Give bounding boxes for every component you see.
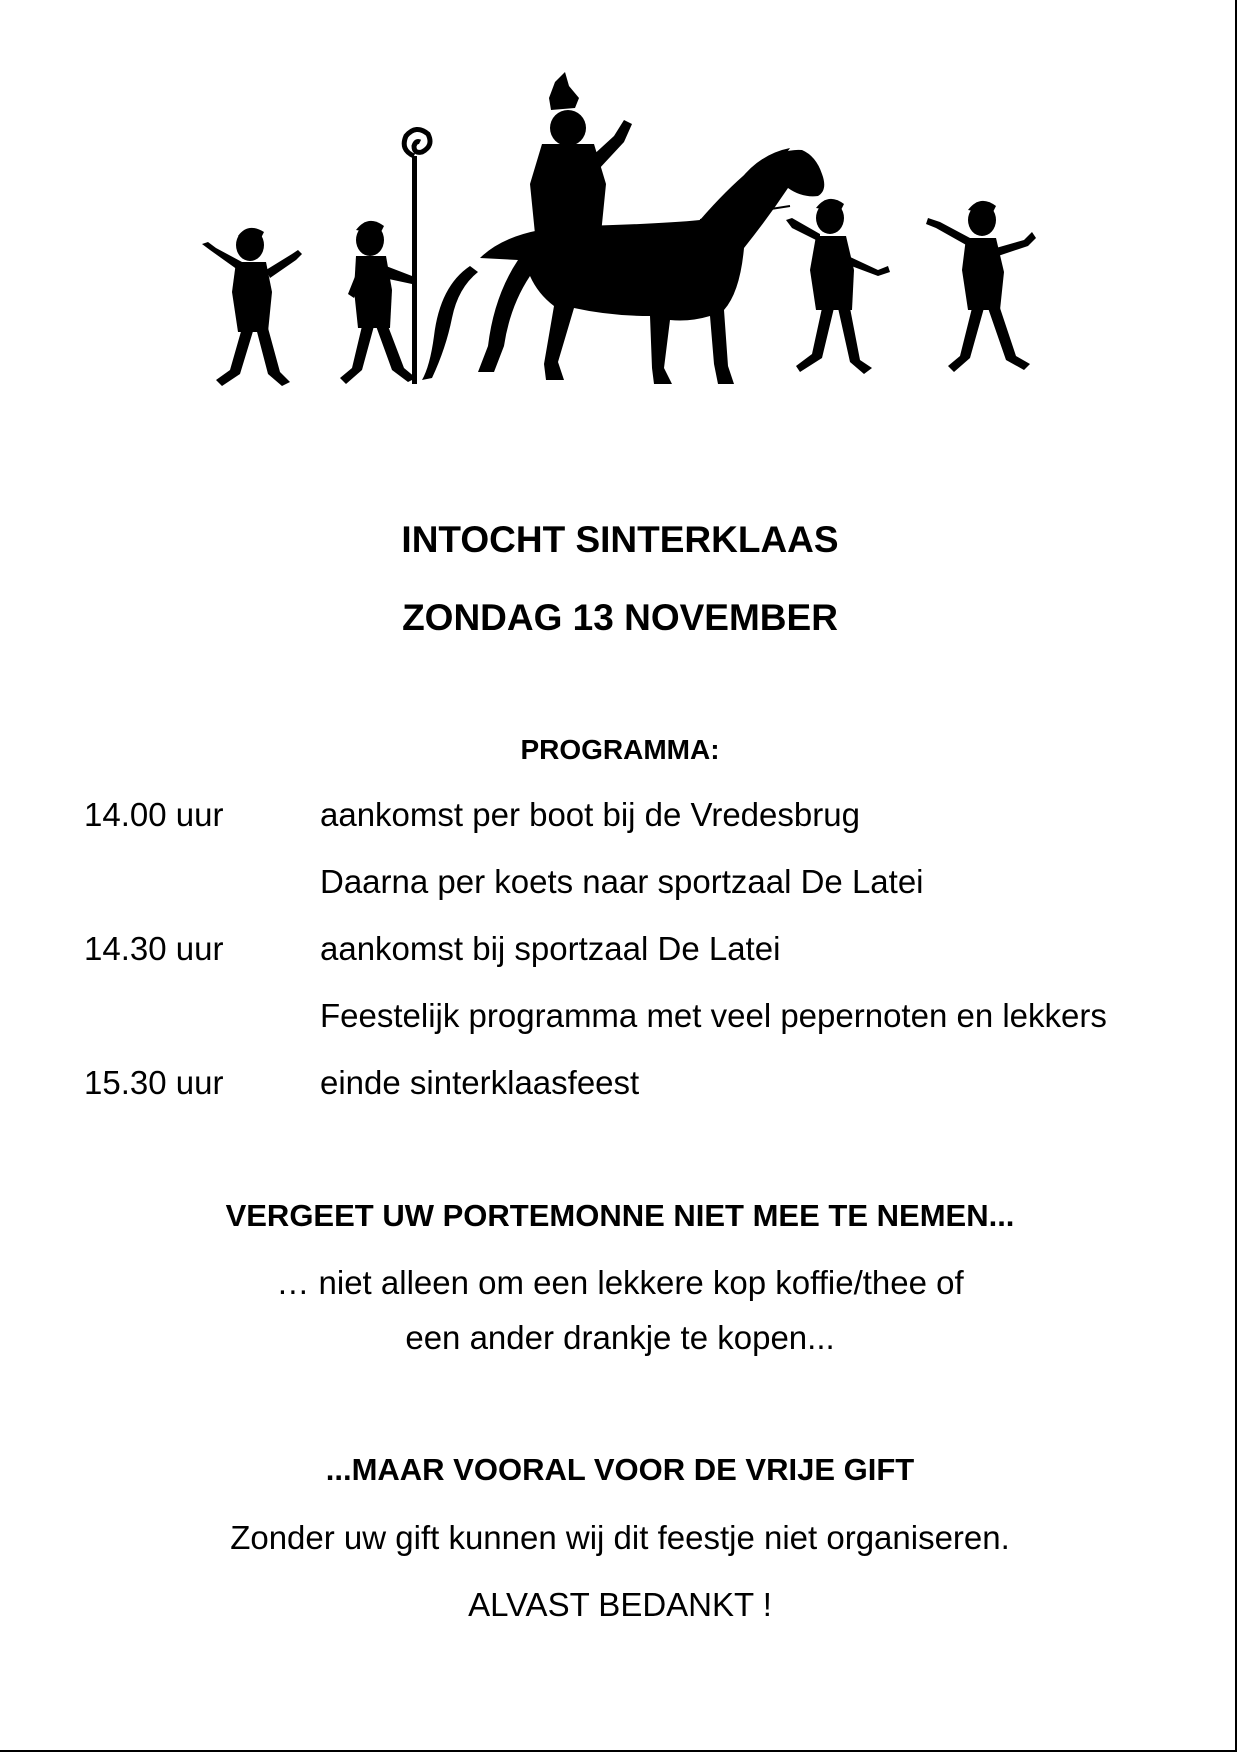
program-time: 15.30 uur [84,1064,224,1101]
program-time: 14.00 uur [84,796,224,833]
program-description: aankomst per boot bij de Vredesbrug [320,796,860,833]
program-time: 14.30 uur [84,930,224,967]
gift-heading: ...MAAR VOORAL VOOR DE VRIJE GIFT [325,1452,915,1487]
thanks-text: ALVAST BEDANKT ! [468,1586,772,1623]
program-description: aankomst bij sportzaal De Latei [320,930,781,967]
gift-text: Zonder uw gift kunnen wij dit feestje niet organiseren. [230,1519,1010,1556]
program-row [0,795,1240,835]
program-description: einde sinterklaasfeest [320,1064,640,1101]
piet-silhouette-1 [202,228,302,386]
program-row [0,862,1240,902]
program-row [0,996,1240,1036]
program-description: Feestelijk programma met veel pepernoten en lekkers [320,997,1107,1034]
wallet-text-line-1: … niet alleen om een lekkere kop koffie/thee of [276,1264,964,1301]
sinterklaas-silhouette-illustration [180,70,1060,430]
piet-silhouette-4 [926,201,1036,372]
program-heading: PROGRAMMA: [520,734,720,765]
event-date: ZONDAG 13 NOVEMBER [402,597,838,638]
event-title: INTOCHT SINTERKLAAS [401,519,839,560]
wallet-heading: VERGEET UW PORTEMONNE NIET MEE TE NEMEN... [225,1198,1015,1233]
wallet-text-line-2: een ander drankje te kopen... [405,1319,835,1356]
piet-silhouette-3 [786,199,890,374]
sinterklaas-on-horse-silhouette [422,72,824,384]
program-row [0,929,1240,969]
piet-silhouette-2 [340,129,430,384]
program-description: Daarna per koets naar sportzaal De Latei [320,863,924,900]
program-row [0,1063,1240,1103]
